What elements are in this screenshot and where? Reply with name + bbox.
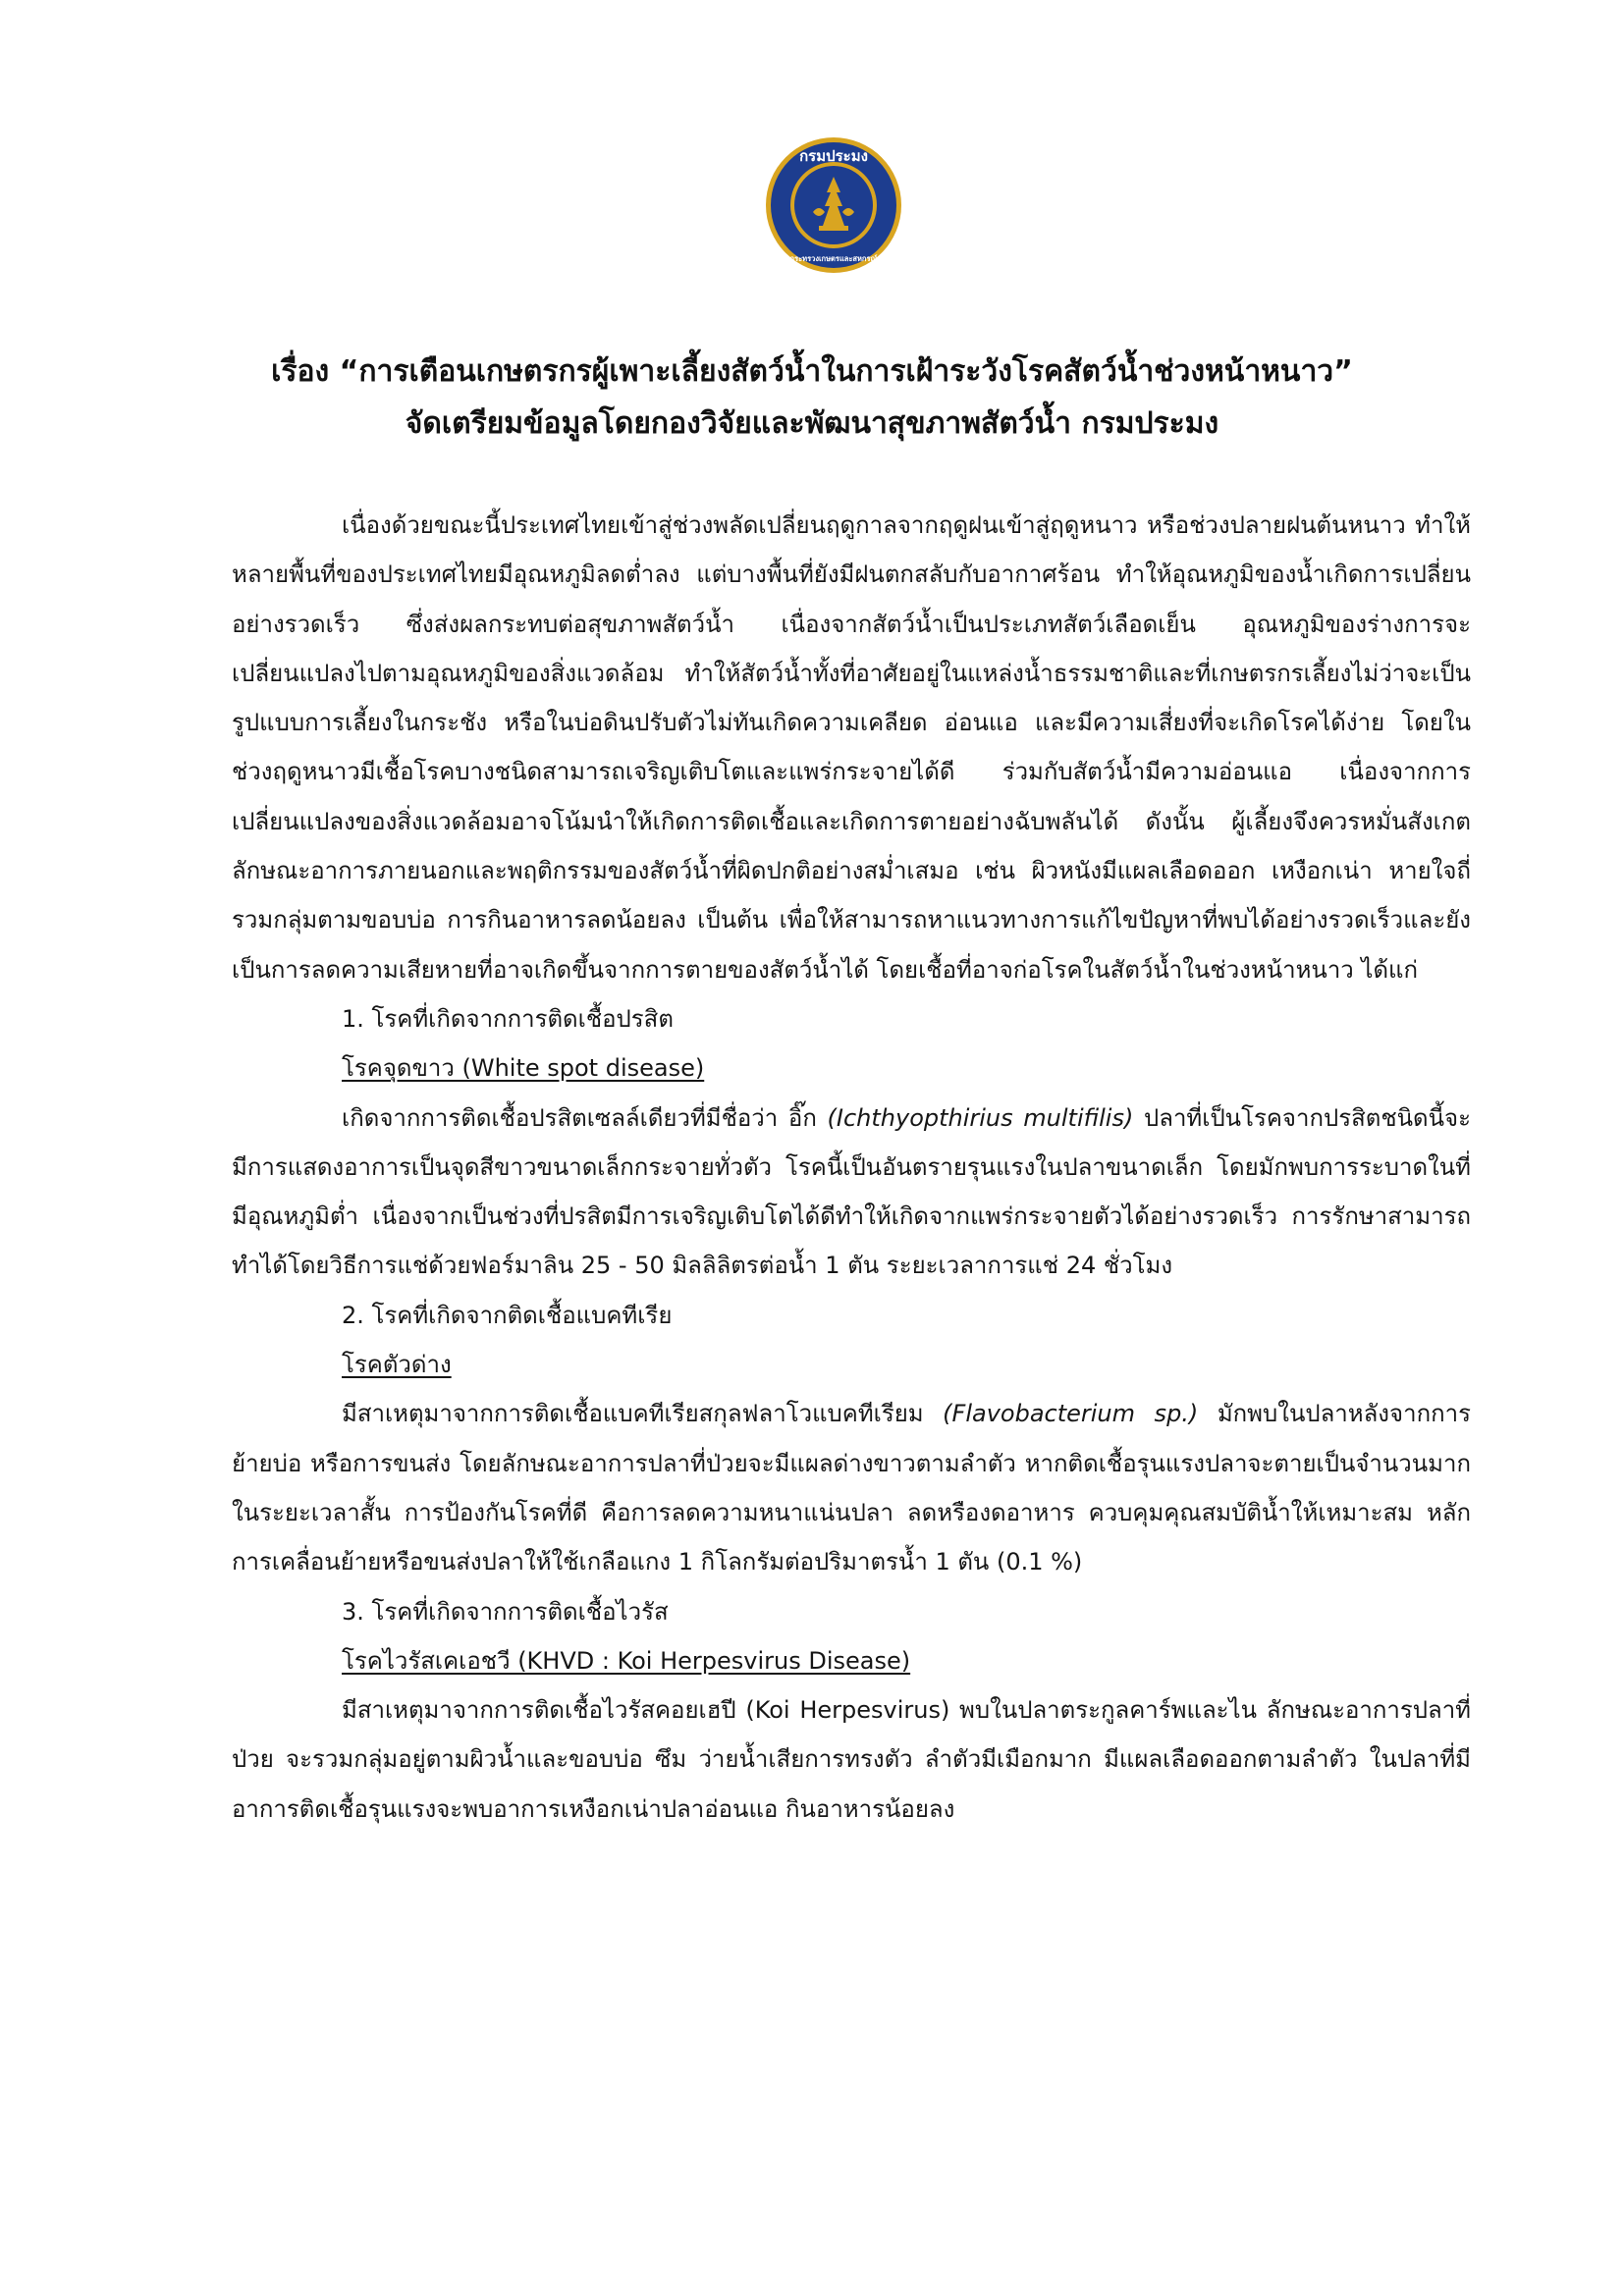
section1-disease-name: โรคจุดขาว (White spot disease) bbox=[342, 1054, 705, 1083]
section3-paragraph: มีสาเหตุมาจากการติดเชื้อไวรัสคอยเฮปี (Koi Herpesvirus) พบในปลาตระกูลคาร์พและไน ลักษณะอาการปลาที่ป่วย จะรวมกลุ่มอยู่ตามผิวน้ำและขอบบ่อ ซึม ว่ายน้ำเสียการทรงตัว ลำตัวมีเมือกมาก มีแผลเลือดออกตามลำตัว ในปลาที่มีอาการติดเชื้อรุนแรงจะพบอาการเหงือกเน่าปลาอ่อนแอ กินอาหารน้อยลง bbox=[232, 1696, 1471, 1823]
fisheries-seal-icon bbox=[764, 135, 903, 275]
section2-text-b: มักพบในปลาหลังจากการย้ายบ่อ หรือการขนส่ง โดยลักษณะอาการปลาที่ป่วยจะมีแผลด่างขาวตามลำตัว หากติดเชื้อรุนแรงปลาจะตายเป็นจำนวนมากในระยะเวลาสั้น การป้องกันโรคที่ดี คือการลดความหนาแน่นปลา ลดหรืองดอาหาร ควบคุมคุณสมบัติน้ำให้เหมาะสม หลักการเคลื่อนย้ายหรือขนส่งปลาให้ใช้เกลือแกง 1 กิโลกรัมต่อปริมาตรน้ำ 1 ตัน (0.1 %) bbox=[232, 1400, 1471, 1576]
document-subtitle: จัดเตรียมข้อมูลโดยกองวิจัยและพัฒนาสุขภาพสัตว์น้ำ กรมประมง bbox=[405, 406, 1219, 441]
document-title: เรื่อง “การเตือนเกษตรกรผู้เพาะเลี้ยงสัตว์น้ำในการเฝ้าระวังโรคสัตว์น้ำช่วงหน้าหนาว” bbox=[271, 354, 1353, 389]
section3-disease-name: โรคไวรัสเคเอชวี (KHVD : Koi Herpesvirus Disease) bbox=[342, 1646, 911, 1675]
section1-heading: 1. โรคที่เกิดจากการติดเชื้อปรสิต bbox=[342, 1004, 674, 1033]
section3-heading: 3. โรคที่เกิดจากการติดเชื้อไวรัส bbox=[342, 1597, 669, 1626]
section1-text-b: ปลาที่เป็นโรคจากปรสิตชนิดนี้จะมีการแสดงอาการเป็นจุดสีขาวขนาดเล็กกระจายทั่วตัว โรคนี้เป็นอันตรายรุนแรงในปลาขนาดเล็ก โดยมักพบการระบาดในที่มีอุณหภูมิต่ำ เนื่องจากเป็นช่วงที่ปรสิตมีการเจริญเติบโตได้ดีทำให้เกิดจากแพร่กระจายตัวได้อย่างรวดเร็ว การรักษาสามารถทำได้โดยวิธีการแช่ด้วยฟอร์มาลิน 25 - 50 มิลลิลิตรต่อน้ำ 1 ตัน ระยะเวลาการแช่ 24 ชั่วโมง bbox=[232, 1103, 1471, 1280]
section1-disease-title bbox=[232, 1043, 1471, 1093]
intro-paragraph: เนื่องด้วยขณะนี้ประเทศไทยเข้าสู่ช่วงพลัดเปลี่ยนฤดูกาลจากฤดูฝนเข้าสู่ฤดูหนาว หรือช่วงปลายฝนต้นหนาว ทำให้หลายพื้นที่ของประเทศไทยมีอุณหภูมิลดต่ำลง แต่บางพื้นที่ยังมีฝนตกสลับกับอากาศร้อน ทำให้อุณหภูมิของน้ำเกิดการเปลี่ยนอย่างรวดเร็ว ซึ่งส่งผลกระทบต่อสุขภาพสัตว์น้ำ เนื่องจากสัตว์น้ำเป็นประเภทสัตว์เลือดเย็น อุณหภูมิของร่างการจะเปลี่ยนแปลงไปตามอุณหภูมิของสิ่งแวดล้อม ทำให้สัตว์น้ำทั้งที่อาศัยอยู่ในแหล่งน้ำธรรมชาติและที่เกษตรกรเลี้ยงไม่ว่าจะเป็นรูปแบบการเลี้ยงในกระชัง หรือในบ่อดินปรับตัวไม่ทันเกิดความเคลียด อ่อนแอ และมีความเสี่ยงที่จะเกิดโรคได้ง่าย โดยในช่วงฤดูหนาวมีเชื้อโรคบางชนิดสามารถเจริญเติบโตและแพร่กระจายได้ดี ร่วมกับสัตว์น้ำมีความอ่อนแอ เนื่องจากการเปลี่ยนแปลงของสิ่งแวดล้อมอาจโน้มนำให้เกิดการติดเชื้อและเกิดการตายอย่างฉับพลันได้ ดังนั้น ผู้เลี้ยงจึงควรหมั่นสังเกตลักษณะอาการภายนอกและพฤติกรรมของสัตว์น้ำที่ผิดปกติอย่างสม่ำเสมอ เช่น ผิวหนังมีแผลเลือดออก เหงือกเน่า หายใจถี่รวมกลุ่มตามขอบบ่อ การกินอาหารลดน้อยลง เป็นต้น เพื่อให้สามารถหาแนวทางการแก้ไขปัญหาที่พบได้อย่างรวดเร็วและยังเป็นการลดความเสียหายที่อาจเกิดขึ้นจากการตายของสัตว์น้ำได้ โดยเชื้อที่อาจก่อโรคในสัตว์น้ำในช่วงหน้าหนาว ได้แก่ bbox=[232, 511, 1471, 984]
section2-paragraph bbox=[232, 1389, 1471, 1586]
section2-scientific-name: (Flavobacterium sp.) bbox=[943, 1400, 1199, 1428]
logo-text-bottom: กระทรวงเกษตรและสหกรณ์ bbox=[789, 254, 878, 263]
section1-scientific-name: (Ichthyopthirius multifilis) bbox=[827, 1103, 1134, 1132]
section2-text-a: มีสาเหตุมาจากการติดเชื้อแบคทีเรียสกุลฟลาโวแบคทีเรียม bbox=[342, 1400, 944, 1428]
section2-disease-name: โรคตัวด่าง bbox=[342, 1351, 452, 1379]
logo-text-top: กรมประมง bbox=[799, 147, 868, 165]
document-body bbox=[232, 501, 1471, 1834]
section1-text-a: เกิดจากการติดเชื้อปรสิตเซลล์เดียวที่มีชื่อว่า อิ๊ก bbox=[342, 1103, 828, 1132]
section2-heading: 2. โรคที่เกิดจากติดเชื้อแบคทีเรีย bbox=[342, 1301, 673, 1329]
section3-disease-title bbox=[232, 1636, 1471, 1685]
section1-paragraph bbox=[232, 1094, 1471, 1291]
department-of-fisheries-logo bbox=[764, 135, 903, 275]
section2-disease-title bbox=[232, 1340, 1471, 1389]
